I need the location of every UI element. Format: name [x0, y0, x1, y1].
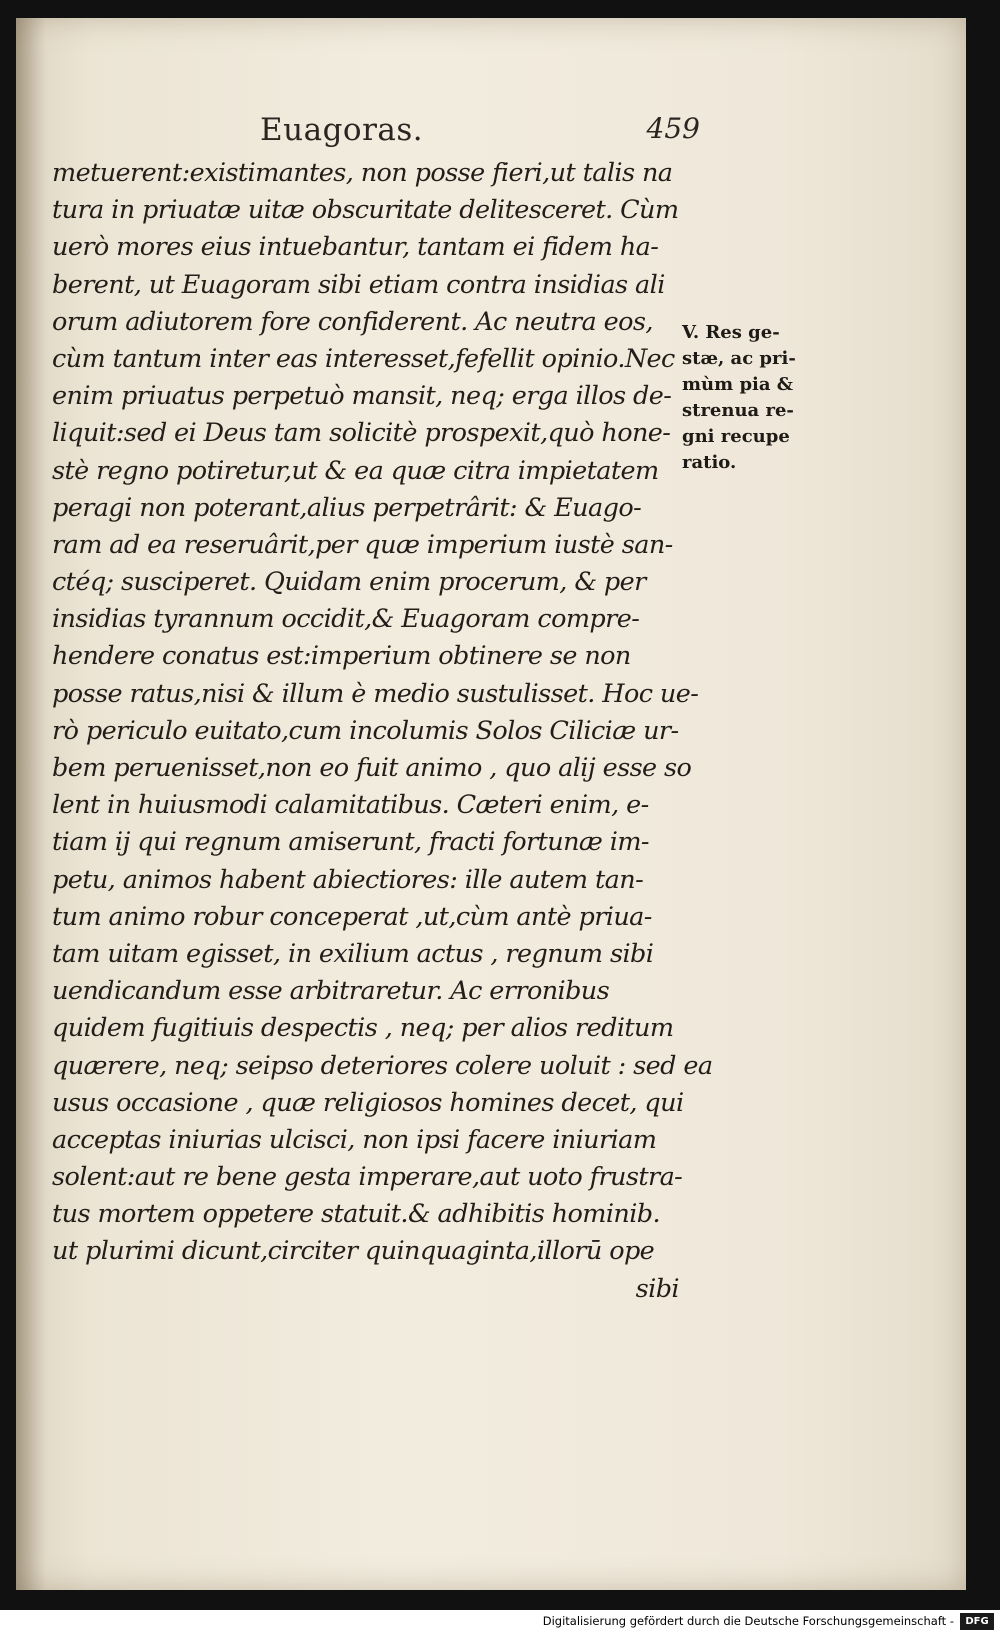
text-line: lent in huiusmodi calamitatibus. Cæteri enim, e- — [52, 790, 649, 821]
text-line: tura in priuatæ uitæ obscuritate delitesceret. Cùm — [52, 195, 679, 226]
text-line: ut plurimi dicunt,circiter quinquaginta,illorū ope — [52, 1236, 655, 1267]
text-line: tus mortem oppetere statuit.& adhibitis hominib. — [52, 1199, 661, 1230]
text-line: rò periculo euitato,cum incolumis Solos Ciliciæ ur- — [52, 715, 679, 746]
gutter-shadow — [16, 18, 46, 1590]
text-line: petu, animos habent abiectiores: ille autem tan- — [52, 864, 644, 895]
margin-note-line: ratio. — [682, 452, 737, 473]
text-line: uerò mores eius intuebantur, tantam ei fidem ha- — [52, 232, 659, 263]
text-line: uendicandum esse arbitraretur. Ac erronibus — [52, 976, 610, 1007]
text-line: usus occasione , quæ religiosos homines decet, qui — [52, 1087, 684, 1118]
dfg-logo: DFG — [960, 1613, 994, 1630]
text-line: enim priuatus perpetuò mansit, neq; erga illos de- — [52, 381, 672, 412]
margin-note-line: V. Res ge- — [682, 322, 780, 343]
text-line: hendere conatus est:imperium obtinere se non — [52, 641, 631, 672]
text-line: bem peruenisset,non eo fuit animo , quo alij esse so — [52, 753, 692, 783]
margin-note-line: strenua re- — [682, 400, 794, 421]
text-line: berent, ut Euagoram sibi etiam contra insidias ali — [52, 269, 665, 300]
margin-note-line: stæ, ac pri- — [682, 348, 796, 369]
catchword: sibi — [635, 1273, 679, 1304]
text-line: peragi non poterant,alius perpetrârit: & Euago- — [52, 492, 642, 523]
text-line: ctéq; susciperet. Quidam enim procerum, & per — [52, 567, 646, 598]
text-line: tiam ij qui regnum amiserunt, fracti fortunæ im- — [52, 827, 649, 858]
text-line: liquit:sed ei Deus tam solicitè prospexit,quò hone- — [52, 418, 671, 449]
text-line: orum adiutorem fore confiderent. Ac neutra eos, — [52, 306, 653, 337]
footer-bar — [0, 1610, 1000, 1636]
text-line: tam uitam egisset, in exilium actus , regnum sibi — [52, 938, 654, 969]
text-line: insidias tyrannum occidit,& Euagoram compre- — [52, 604, 640, 635]
text-line: tum animo robur conceperat ,ut,cùm antè priua- — [52, 901, 652, 932]
running-title: Euagoras. — [260, 112, 424, 148]
text-line: posse ratus,nisi & illum è medio sustulisset. Hoc ue- — [52, 678, 699, 709]
text-line: quærere, neq; seipso deteriores colere uoluit : sed ea — [52, 1050, 713, 1081]
margin-note-line: mùm pia & — [682, 374, 794, 395]
funding-credit: Digitalisierung gefördert durch die Deutsche Forschungsgemeinschaft - — [542, 1614, 954, 1628]
text-line: solent:aut re bene gesta imperare,aut uoto frustra- — [52, 1162, 683, 1193]
text-line: metuerent:existimantes, non posse fieri,ut talis na — [52, 158, 673, 188]
text-line: stè regno potiretur,ut & ea quæ citra impietatem — [52, 455, 659, 486]
margin-note-line: gni recupe — [682, 426, 790, 447]
text-line: ram ad ea reseruârit,per quæ imperium iustè san- — [52, 529, 673, 560]
text-line: quidem fugitiuis despectis , neq; per alios reditum — [52, 1013, 674, 1044]
text-line: cùm tantum inter eas interesset,fefellit opinio.Nec — [52, 343, 675, 374]
margin-note — [682, 320, 822, 476]
text-line: acceptas iniurias ulcisci, non ipsi facere iniuriam — [52, 1124, 657, 1155]
page-number: 459 — [646, 112, 700, 145]
